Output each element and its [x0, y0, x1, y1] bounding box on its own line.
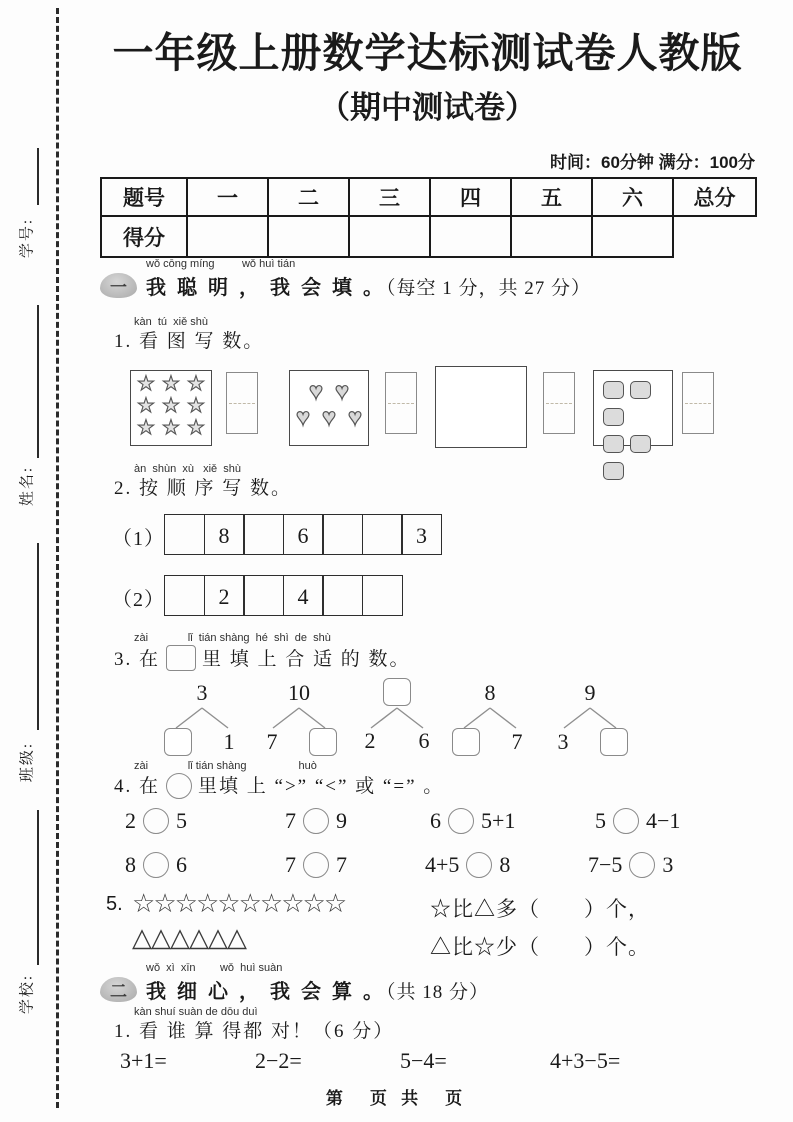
- calc-problem: 2−2=: [255, 1048, 302, 1073]
- cmp-right: 6: [176, 852, 187, 877]
- bond-left-value: 2: [364, 728, 376, 753]
- bond-right-value: 7: [511, 729, 523, 754]
- student-id-write-line: [37, 148, 39, 205]
- comparison-item: [285, 852, 347, 878]
- compare-circle: [466, 852, 492, 878]
- sequence-cell: 4: [283, 575, 324, 616]
- s2-q1-problems: [100, 1048, 760, 1078]
- score-table-header-cell: 三: [349, 178, 430, 216]
- compare-circle: [143, 808, 169, 834]
- s2-q1-heading: [114, 1006, 394, 1045]
- section-two-badge-icon: [100, 977, 137, 1002]
- comparison-item: [125, 852, 187, 878]
- calc-problem: 5−4=: [400, 1048, 447, 1073]
- bond-right-value: 6: [418, 728, 430, 753]
- score-table-header-cell: 六: [592, 178, 673, 216]
- section-one-header: [100, 258, 591, 300]
- s1-q1-text: 1. 看 图 写 数。: [114, 331, 265, 352]
- q5-statement-1: ☆比△多（ ）个，: [430, 897, 650, 921]
- star-picture-box: [130, 370, 212, 446]
- score-table-header-cell: 总分: [673, 178, 756, 216]
- comparison-item: [430, 808, 515, 834]
- heart-picture-box: [289, 370, 369, 446]
- section-two-title: [146, 975, 489, 1004]
- bond-lines: [548, 706, 632, 730]
- school-write-line: [37, 810, 39, 965]
- score-blank-cell: [187, 216, 268, 257]
- s1-q5: [100, 889, 760, 965]
- sequence-cell: [243, 575, 284, 616]
- bond-top-value: 10: [288, 680, 310, 705]
- q3-text-before: 3. 在: [114, 649, 161, 670]
- number-bond: [548, 676, 632, 756]
- compare-circle: [613, 808, 639, 834]
- s1-q3-pinyin: zài lǐ tián shàng hé shì de shù: [134, 632, 331, 644]
- cmp-right: 5+1: [481, 808, 516, 833]
- s1-q3-heading: [114, 632, 411, 673]
- s1-q2-pinyin: àn shùn xù xiě shù: [134, 463, 242, 475]
- cmp-left: 4+5: [425, 852, 460, 877]
- number-bond: [448, 676, 532, 756]
- page-title: 一年级上册数学达标测试卷人教版: [112, 30, 743, 76]
- bond-lines: [257, 706, 341, 730]
- q5-statement-2: △比☆少（ ）个。: [430, 935, 650, 959]
- bond-top-value: 3: [196, 680, 208, 705]
- bond-answer-box: [164, 728, 192, 756]
- section-two-title-text: 我 细 心 ， 我 会 算 。: [146, 981, 386, 1003]
- q4-text-after: 里填 上 “>” “<” 或 “=” 。: [198, 776, 445, 797]
- number-bond: [160, 676, 244, 756]
- triangle-outline-row: △△△△△△: [132, 923, 246, 952]
- q3-text-after: 里 填 上 合 适 的 数。: [202, 649, 411, 670]
- class-label: 班级:: [19, 741, 36, 783]
- comparison-item: [595, 808, 680, 834]
- count-answer-box: [226, 372, 258, 434]
- cmp-left: 7−5: [588, 852, 623, 877]
- bond-lines: [448, 706, 532, 730]
- compare-circle: [629, 852, 655, 878]
- exam-meta: 时间：60分钟 满分：100分: [550, 153, 755, 172]
- score-blank-cell: [592, 216, 673, 257]
- score-row-label: 得分: [101, 216, 187, 257]
- cookie-row: [600, 433, 672, 487]
- sequence-cell: [322, 575, 363, 616]
- number-bond: [257, 676, 341, 756]
- name-label: 姓名:: [19, 465, 36, 507]
- row-label: （2）: [112, 589, 165, 611]
- bond-answer-box: [309, 728, 337, 756]
- s1-q3-number-bonds: [100, 676, 760, 760]
- bond-answer-box: [383, 678, 411, 706]
- cookie-picture-box: [593, 370, 673, 446]
- count-answer-box: [543, 372, 575, 434]
- section-one-number: 一: [110, 278, 127, 297]
- bond-left-value: 3: [557, 729, 569, 754]
- s2-q1-text: 1. 看 谁 算 得都 对！（6 分）: [114, 1021, 395, 1042]
- score-table: [100, 177, 757, 258]
- cmp-left: 7: [285, 852, 296, 877]
- score-blank-cell: [511, 216, 592, 257]
- comparison-item: [425, 852, 510, 878]
- section-two-number: 二: [110, 982, 127, 1001]
- class-write-line: [37, 543, 39, 730]
- number-bond: [355, 676, 439, 754]
- q5-number: 5.: [106, 893, 123, 915]
- compare-circle: [143, 852, 169, 878]
- sequence-cell: 8: [204, 514, 245, 555]
- calc-problem: 3+1=: [120, 1048, 167, 1073]
- score-table-header-cell: 一: [187, 178, 268, 216]
- score-table-header-cell: 二: [268, 178, 349, 216]
- cmp-right: 5: [176, 808, 187, 833]
- binding-dashed-line: [56, 8, 59, 1108]
- name-write-line: [37, 305, 39, 458]
- comparison-item: [588, 852, 673, 878]
- section-one-title-text: 我 聪 明 ， 我 会 填 。: [146, 277, 386, 299]
- sequence-cell: 3: [401, 514, 442, 555]
- bond-top-value: 9: [584, 680, 596, 705]
- score-table-header-cell: 题号: [101, 178, 187, 216]
- cmp-right: 7: [336, 852, 347, 877]
- compare-circle: [448, 808, 474, 834]
- page-footer: 第 页 共 页: [325, 1089, 468, 1108]
- blank-circle-icon: [166, 773, 192, 799]
- s1-q4-pinyin: zài lǐ tián shàng huò: [134, 760, 317, 772]
- heart-row: ♥ ♥: [308, 379, 350, 405]
- s1-q3-text: [114, 645, 411, 673]
- comparison-item: [285, 808, 347, 834]
- section-two-header: [100, 962, 489, 1004]
- sequence-cell: [243, 514, 284, 555]
- section-two-pinyin: wǒ xì xīn wǒ huì suàn: [146, 962, 283, 974]
- score-blank-cell: [349, 216, 430, 257]
- bond-left-value: 7: [266, 729, 278, 754]
- star-row: ★ ★ ★: [137, 395, 205, 417]
- star-outline-row: ☆☆☆☆☆☆☆☆☆☆: [132, 889, 346, 918]
- score-table-header-cell: 五: [511, 178, 592, 216]
- cmp-left: 6: [430, 808, 441, 833]
- heart-row: ♥ ♥ ♥: [295, 405, 363, 431]
- q4-text-before: 4. 在: [114, 776, 161, 797]
- sequence-cell: [164, 514, 205, 555]
- section-one-points: （每空 1 分，共 27 分）: [386, 278, 592, 299]
- star-row: ★ ★ ★: [137, 373, 205, 395]
- section-two-points: （共 18 分）: [386, 982, 490, 1003]
- s1-q1-pinyin: kàn tú xiě shù: [134, 316, 208, 328]
- score-table-header-cell: 四: [430, 178, 511, 216]
- empty-picture-box: [435, 366, 527, 448]
- paper-body: [100, 0, 770, 1122]
- s1-q4-text: [114, 773, 444, 800]
- cmp-right: 3: [662, 852, 674, 877]
- row-label: （1）: [112, 528, 165, 550]
- calc-problem: 4+3−5=: [550, 1048, 621, 1073]
- cmp-right: 4−1: [646, 808, 681, 833]
- bond-answer-box: [452, 728, 480, 756]
- cookie-row: [600, 379, 672, 433]
- cmp-right: 8: [499, 852, 511, 877]
- cmp-left: 8: [125, 852, 136, 877]
- score-blank-cell: [430, 216, 511, 257]
- sequence-cell: 2: [204, 575, 245, 616]
- compare-circle: [303, 808, 329, 834]
- bond-answer-box: [600, 728, 628, 756]
- s2-q1-pinyin: kàn shuí suàn de dōu duì: [134, 1006, 258, 1018]
- cmp-right: 9: [336, 808, 347, 833]
- star-row: ★ ★ ★: [137, 417, 205, 439]
- score-blank-cell: [268, 216, 349, 257]
- s1-q4-comparisons: [100, 806, 760, 898]
- s1-q1-heading: [114, 316, 264, 355]
- sequence-cell: [362, 575, 403, 616]
- sequence-cell: [322, 514, 363, 555]
- bond-top-value: 8: [484, 680, 496, 705]
- comparison-item: [125, 808, 187, 834]
- sequence-cell: [362, 514, 403, 555]
- section-one-pinyin: wǒ cōng míng wǒ huì tián: [146, 258, 296, 270]
- s1-q4-heading: [114, 760, 444, 800]
- blank-box-icon: [166, 645, 196, 671]
- compare-circle: [303, 852, 329, 878]
- count-answer-box: [682, 372, 714, 434]
- section-one-title: [146, 271, 591, 300]
- bond-lines: [160, 706, 244, 730]
- cmp-left: 2: [125, 808, 136, 833]
- sequence-cell: 6: [283, 514, 324, 555]
- bond-right-value: 1: [223, 729, 235, 754]
- s1-q1-pictures: [100, 366, 760, 460]
- section-one-badge-icon: [100, 273, 137, 298]
- bond-lines: [355, 706, 439, 730]
- page-subtitle: （期中测试卷）: [319, 90, 536, 125]
- s1-q2-heading: [114, 463, 292, 502]
- s1-q2-text: 2. 按 顺 序 写 数。: [114, 478, 293, 499]
- student-id-label: 学号:: [19, 217, 36, 259]
- count-answer-box: [385, 372, 417, 434]
- cmp-left: 5: [595, 808, 606, 833]
- sequence-cell: [164, 575, 205, 616]
- school-label: 学校:: [19, 973, 36, 1015]
- cmp-left: 7: [285, 808, 296, 833]
